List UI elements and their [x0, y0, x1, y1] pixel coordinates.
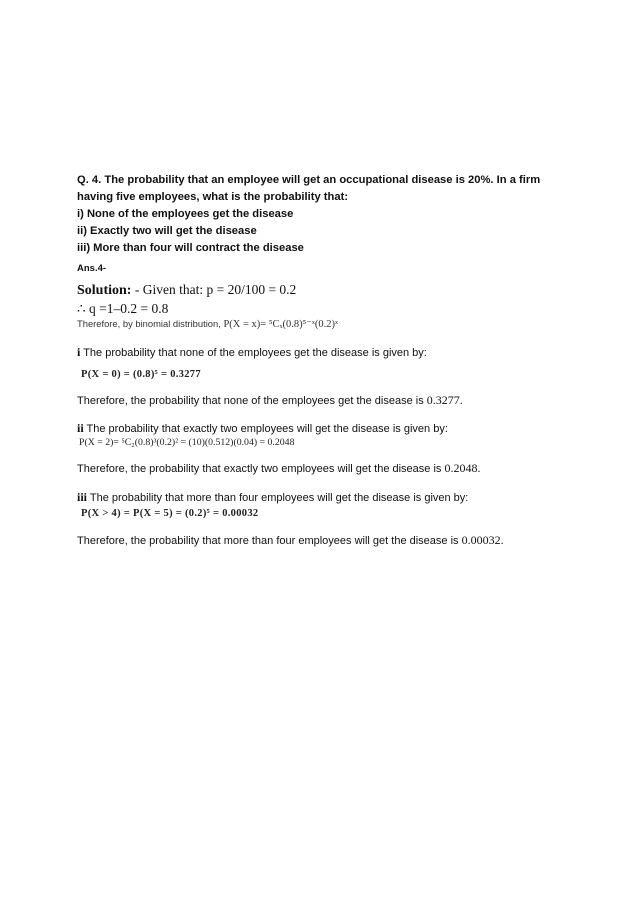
given-line [77, 281, 296, 300]
part-iii-conclusion-text: Therefore, the probability that more than four employees will get the disease is [77, 535, 462, 547]
question-part-i: i) None of the employees get the disease [77, 208, 294, 220]
part-iii-result: 0.00032. [461, 533, 504, 547]
part-i-result: 0.3277. [426, 393, 463, 407]
question-part-iii: iii) More than four will contract the disease [77, 242, 304, 254]
part-ii-statement-text: The probability that exactly two employees will get the disease is given by: [83, 423, 448, 435]
solution-block [77, 281, 296, 318]
part-i-statement-text: The probability that none of the employees get the disease is given by: [80, 347, 427, 359]
part-i-conclusion [77, 393, 463, 408]
q-value-line: ∴ q =1–0.2 = 0.8 [77, 301, 169, 316]
part-i-equation: P(X = 0) = (0.8)⁵ = 0.3277 [81, 369, 201, 380]
given-text: - Given that: p = 20/100 = 0.2 [131, 282, 297, 297]
part-ii-result: 0.2048. [444, 461, 481, 475]
part-ii-statement [77, 421, 448, 436]
part-ii-equation: P(X = 2)= ⁵C₂(0.8)³(0.2)² = (10)(0.512)(0.04) = 0.2048 [79, 437, 295, 448]
question-block [77, 172, 540, 257]
question-line: having five employees, what is the probability that: [77, 191, 349, 203]
part-iii-statement [77, 490, 468, 505]
question-part-ii: ii) Exactly two will get the disease [77, 225, 257, 237]
answer-label: Ans.4- [77, 263, 107, 274]
part-ii-conclusion [77, 461, 480, 476]
part-iii-equation: P(X > 4) = P(X = 5) = (0.2)⁵ = 0.00032 [81, 508, 259, 519]
distribution-formula: P(X = x)= ⁵Cₓ(0.8)⁵⁻ˣ(0.2)ˣ [223, 319, 339, 330]
solution-label: Solution: [77, 283, 132, 298]
part-i-number: i [77, 345, 81, 359]
part-iii-conclusion [77, 533, 504, 548]
part-ii-conclusion-text: Therefore, the probability that exactly two employees will get the disease is [77, 463, 445, 475]
binomial-distribution-line [77, 318, 338, 330]
part-iii-statement-text: The probability that more than four employees will get the disease is given by: [87, 492, 469, 504]
part-i-statement [77, 345, 427, 360]
distribution-text: Therefore, by binomial distribution, [77, 318, 224, 329]
part-iii-number: iii [77, 490, 88, 504]
part-i-conclusion-text: Therefore, the probability that none of the employees get the disease is [77, 395, 427, 407]
question-line: Q. 4. The probability that an employee will get an occupational disease is 20%. In a firm [77, 174, 541, 186]
part-ii-number: ii [77, 421, 84, 435]
